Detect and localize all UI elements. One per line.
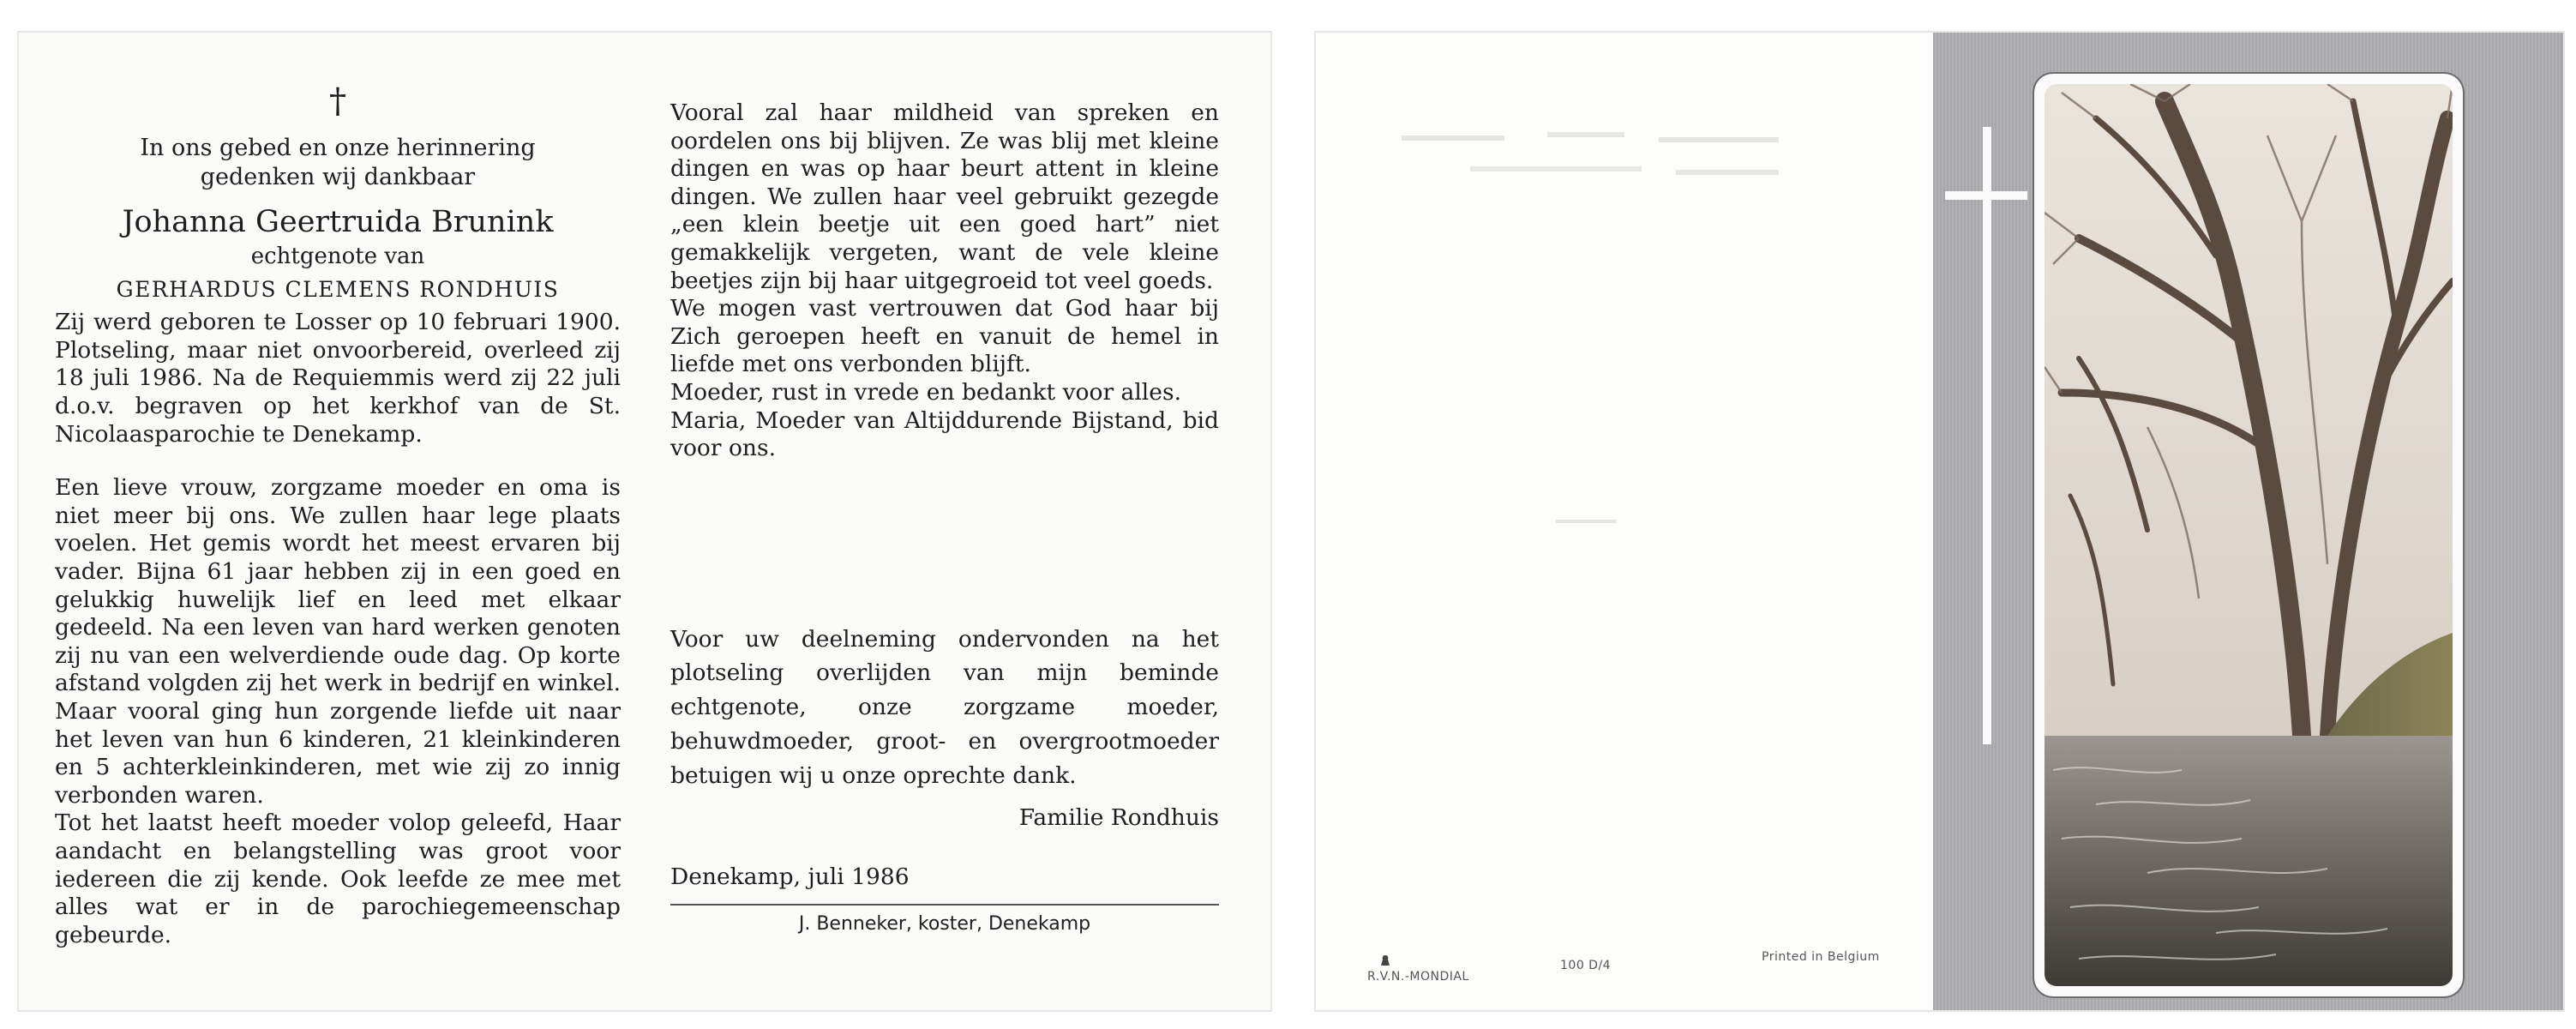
paragraph-prayer: Maria, Moeder van Altijddurende Bijstand, bid voor ons. — [670, 406, 1219, 462]
back-panel — [1316, 33, 1937, 1010]
printed-in: Printed in Belgium — [1762, 950, 1880, 964]
inside-card — [19, 33, 1270, 1010]
grey-panel — [1933, 33, 2563, 1010]
bleed-through-dots-marks — [1556, 513, 1659, 530]
paragraph-trust: We mogen vast vertrouwen dat God haar bij Zich geroepen heeft en vanuit de hemel in liefde met ons verbonden blijft. — [670, 295, 1219, 378]
publisher-name: R.V.N.-MONDIAL — [1367, 970, 1469, 984]
signature: Familie Rondhuis — [1018, 804, 1219, 832]
spouse-label: echtgenote van — [250, 243, 425, 269]
bleed-through — [1402, 127, 1847, 196]
paragraph-birth: Zij werd geboren te Losser op 10 februari 1900. Plotseling, maar niet onvoorbereid, overleed zij 18 juli 1986. Na de Requiemmis werd zij 22 juli d.o.v. begraven op het kerkhof van de St. Nicolaasparochie te Denekamp. — [55, 309, 621, 448]
white-cross-arm — [1945, 191, 2027, 200]
intro-line: gedenken wij dankbaar — [200, 163, 476, 190]
paragraph-mother: Moeder, rust in vrede en bedankt voor alles. — [670, 378, 1181, 406]
catalog-code: 100 D/4 — [1560, 959, 1612, 972]
printer-line: J. Benneker, koster, Denekamp — [798, 912, 1091, 935]
publisher-label — [1367, 954, 1469, 984]
deceased-name: Johanna Geertruida Brunink — [122, 204, 554, 239]
river-trees-illustration — [2045, 84, 2453, 986]
left-column — [55, 81, 621, 949]
outside-card — [1316, 33, 2563, 1010]
intro-line: In ons gebed en onze herinnering — [140, 135, 536, 161]
photo-frame — [2034, 74, 2463, 996]
river-trees-photo — [2045, 84, 2453, 986]
middle-column — [670, 99, 1219, 936]
intro-text — [55, 134, 621, 192]
paragraph-life: Een lieve vrouw, zorgzame moeder en oma is niet meer bij ons. We zullen haar lege plaats voelen. Het gemis wordt het meest ervaren bij vader. Bijna 61 jaar hebben zij in een goed en gelukkig huwelijk lief en leed met elkaar gedeeld. Na een leven van hard werken genoten zij nu van een welverdiende oude dag. Op korte afstand volgden zij het werk in bedrijf en winkel. Maar vooral ging hun zorgende liefde uit naar het leven van hun 6 kinderen, 21 kleinkinderen en 5 achterkleinkinderen, met wie zij zo innig verbonden waren. — [55, 474, 621, 809]
paragraph-mildness: Vooral zal haar mildheid van spreken en oordelen ons bij blijven. Ze was blij met kleine dingen en was op haar beurt attent in kleine dingen. We zullen haar veel gebruikt gezegde „een klein beetje uit een goed hart” niet gemakkelijk vergeten, want de vele kleine beetjes zijn bij haar uitgegroeid tot veel goeds. — [670, 99, 1219, 294]
paragraph-thanks: Voor uw deelneming ondervonden na het plotseling overlijden van mijn beminde echtgenote, onze zorgzame moeder, behuwdmoeder, groot- en overgrootmoeder betuigen wij u onze oprechte dank. — [670, 625, 1219, 789]
paragraph-later: Tot het laatst heeft moeder volop geleefd, Haar aandacht en belangstelling was groot voor iedereen die zij kende. Ook leefde ze mee met alles wat er in de parochiegemeenschap gebeurde. — [55, 809, 621, 948]
white-cross-icon — [1983, 127, 1991, 744]
bleed-through-marks — [1402, 127, 1847, 196]
publisher-logo-icon — [1379, 954, 1391, 966]
divider — [670, 904, 1219, 906]
cross-icon: † — [329, 81, 346, 121]
bleed-through-dots — [1556, 513, 1659, 534]
place-date: Denekamp, juli 1986 — [670, 864, 910, 891]
spouse-name: GERHARDUS CLEMENS RONDHUIS — [116, 277, 560, 303]
